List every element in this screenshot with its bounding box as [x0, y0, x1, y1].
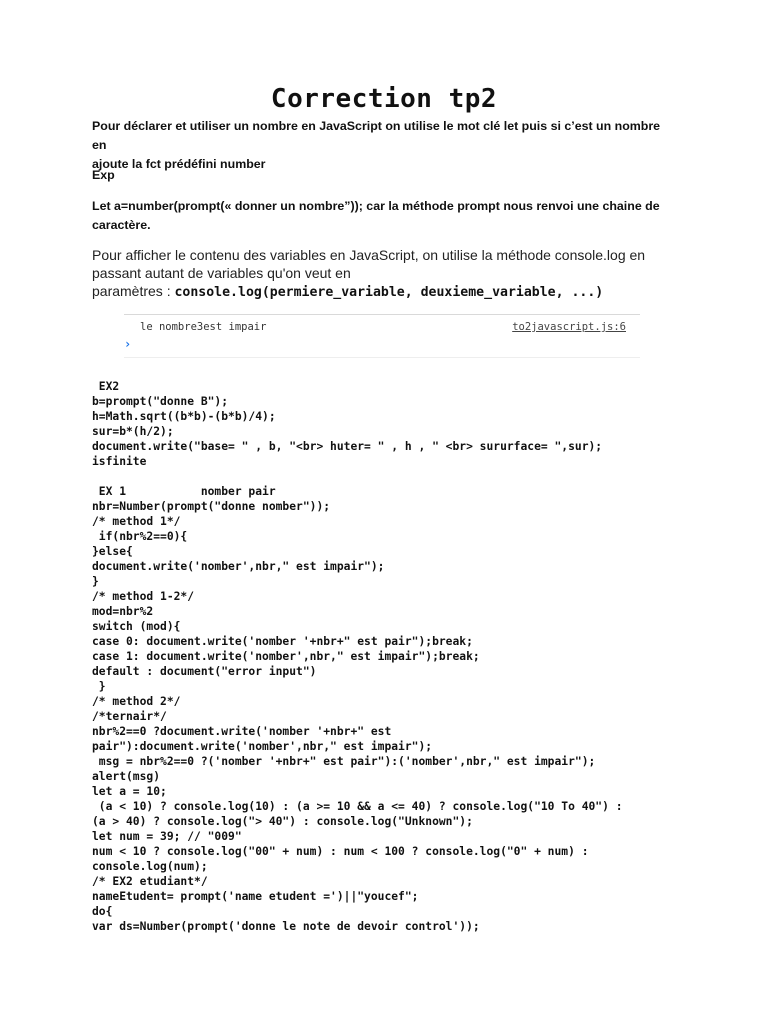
code-line: msg = nbr%2==0 ?('nomber '+nbr+" est pair"):('nomber',nbr," est impair");	[92, 755, 596, 768]
code-line: /* EX2 etudiant*/	[92, 875, 208, 888]
code-line: /* method 1*/	[92, 515, 181, 528]
code-line: b=prompt("donne B");	[92, 395, 229, 408]
code-line: h=Math.sqrt((b*b)-(b*b)/4);	[92, 410, 276, 423]
example-line-1: Let a=number(prompt(« donner un nombre”)); car la méthode prompt nous renvoi une chaine de	[92, 199, 660, 213]
code-line: /*ternair*/	[92, 710, 167, 723]
intro-line-1: Pour déclarer et utiliser un nombre en JavaScript on utilise le mot clé let puis si c’est un nombre en	[92, 119, 661, 152]
console-log-line-3	[92, 282, 692, 302]
code-line: alert(msg)	[92, 770, 161, 783]
code-line	[92, 469, 732, 484]
code-line: switch (mod){	[92, 620, 181, 633]
code-line: (a > 40) ? console.log("> 40") : console.log("Unknown");	[92, 815, 473, 828]
console-log-code: console.log(permiere_variable, deuxieme_variable, ...)	[174, 285, 604, 300]
code-line: }	[92, 575, 99, 588]
code-line: do{	[92, 905, 113, 918]
code-line: EX 1 nomber pair	[92, 485, 276, 498]
code-block	[92, 379, 732, 934]
code-line: var ds=Number(prompt('donne le note de devoir control'));	[92, 920, 480, 933]
console-log-paragraph	[92, 246, 692, 302]
code-line: console.log(num);	[92, 860, 208, 873]
code-line: }else{	[92, 545, 133, 558]
console-prompt-icon: ›	[124, 337, 132, 351]
example-paragraph	[92, 197, 672, 235]
code-line: (a < 10) ? console.log(10) : (a >= 10 && a <= 40) ? console.log("10 To 40") :	[92, 800, 623, 813]
console-screenshot	[124, 314, 640, 358]
code-line: pair"):document.write('nomber',nbr," est impair");	[92, 740, 433, 753]
code-line: /* method 1-2*/	[92, 590, 195, 603]
code-line: document.write("base= " , b, "<br> huter= " , h , " <br> sururface= ",sur);	[92, 440, 603, 453]
code-line: /* method 2*/	[92, 695, 181, 708]
console-log-line-2: passant autant de variables qu'on veut en	[92, 265, 351, 281]
code-line: nbr=Number(prompt("donne nomber"));	[92, 500, 331, 513]
intro-line-2: ajoute la fct prédéfini number	[92, 157, 266, 171]
code-line: document.write('nomber',nbr," est impair");	[92, 560, 385, 573]
code-line: let num = 39; // "009"	[92, 830, 242, 843]
code-line: num < 10 ? console.log("00" + num) : num < 100 ? console.log("0" + num) :	[92, 845, 589, 858]
page-title: Correction tp2	[270, 84, 498, 114]
code-line: isfinite	[92, 455, 147, 468]
code-line: default : document("error input")	[92, 665, 317, 678]
code-line: }	[92, 680, 106, 693]
code-line: nameEtudent= prompt('name etudent =')||"youcef";	[92, 890, 419, 903]
code-line: if(nbr%2==0){	[92, 530, 188, 543]
console-log-line-1: Pour afficher le contenu des variables en JavaScript, on utilise la méthode console.log en	[92, 247, 646, 263]
code-line: let a = 10;	[92, 785, 167, 798]
code-line: mod=nbr%2	[92, 605, 154, 618]
console-source-link[interactable]: to2javascript.js:6	[512, 321, 626, 333]
code-line: nbr%2==0 ?document.write('nomber '+nbr+" est	[92, 725, 392, 738]
code-line: sur=b*(h/2);	[92, 425, 174, 438]
code-line: case 0: document.write('nomber '+nbr+" est pair");break;	[92, 635, 473, 648]
example-line-2: caractère.	[92, 218, 151, 232]
code-line: EX2	[92, 380, 120, 393]
console-message: le nombre3est impair	[140, 321, 267, 333]
example-label: Exp	[92, 168, 115, 182]
console-log-prefix: paramètres :	[92, 283, 175, 299]
code-line: case 1: document.write('nomber',nbr," est impair");break;	[92, 650, 480, 663]
